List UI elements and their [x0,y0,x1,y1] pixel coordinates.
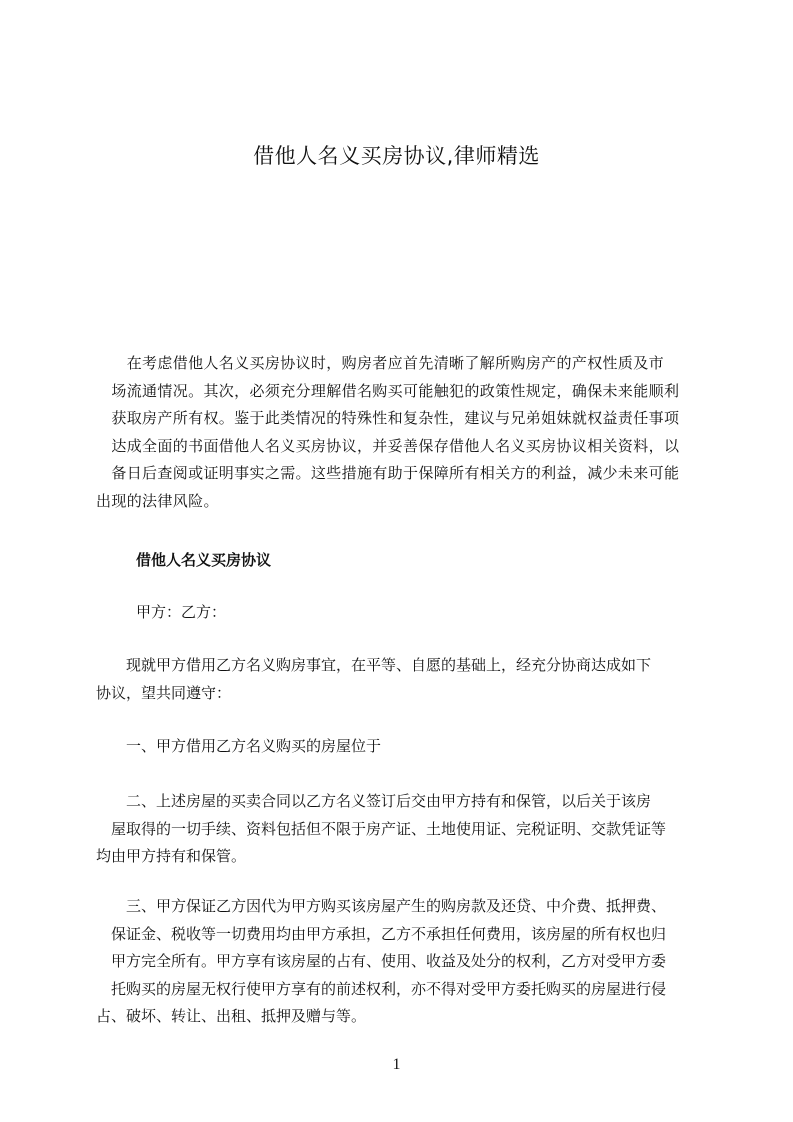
agreement-heading: 借他人名义买房协议 [136,551,272,569]
text-line: 二、上述房屋的买卖合同以乙方名义签订后交由甲方持有和保管，以后关于该房 [96,792,652,810]
text-line: 获取房产所有权。鉴于此类情况的特殊性和复杂性，建议与兄弟姐妹就权益责任事项 [96,409,680,427]
text-line: 占、破坏、转让、出租、抵押及赠与等。 [96,1007,367,1025]
text-line: 在考虑借他人名义买房协议时，购房者应首先清晰了解所购房产的产权性质及市 [96,354,664,372]
text-line: 一、甲方借用乙方名义购买的房屋位于 [96,737,382,755]
text-line: 备日后查阅或证明事实之需。这些措施有助于保障所有相关方的利益，减少未来可能 [96,464,680,482]
clause-3 [96,893,708,1031]
text-line: 均由甲方持有和保管。 [96,847,247,865]
parties-line: 甲方：乙方： [136,603,227,621]
text-line: 保证金、税收等一切费用均由甲方承担，乙方不承担任何费用，该房屋的所有权也归 [96,924,667,943]
text-line: 托购买的房屋无权行使甲方享有的前述权利，亦不得对受甲方委托购买的房屋进行侵 [96,979,667,998]
clause-2 [96,788,708,871]
text-line: 场流通情况。其次，必须充分理解借名购买可能触犯的政策性规定，确保未来能顺利 [96,381,680,400]
document-title: 借他人名义买房协议,律师精选 [253,144,540,168]
text-line: 屋取得的一切手续、资料包括但不限于房产证、土地使用证、完税证明、交款凭证等 [96,819,667,838]
text-line: 三、甲方保证乙方因代为甲方购买该房屋产生的购房款及还贷、中介费、抵押费、 [96,897,667,915]
preamble-paragraph [96,652,708,707]
page-number: 1 [392,1056,401,1073]
text-line: 达成全面的书面借他人名义买房协议，并妥善保存借他人名义买房协议相关资料，以 [96,436,680,455]
text-line: 出现的法律风险。 [96,491,219,510]
clause-1 [96,733,708,761]
text-line: 甲方完全所有。甲方享有该房屋的占有、使用、收益及处分的权利，乙方对受甲方委 [96,952,667,970]
text-line: 协议，望共同遵守： [96,683,232,702]
intro-paragraph [96,350,708,515]
text-line: 现就甲方借用乙方名义购房事宜，在平等、自愿的基础上，经充分协商达成如下 [96,656,652,674]
